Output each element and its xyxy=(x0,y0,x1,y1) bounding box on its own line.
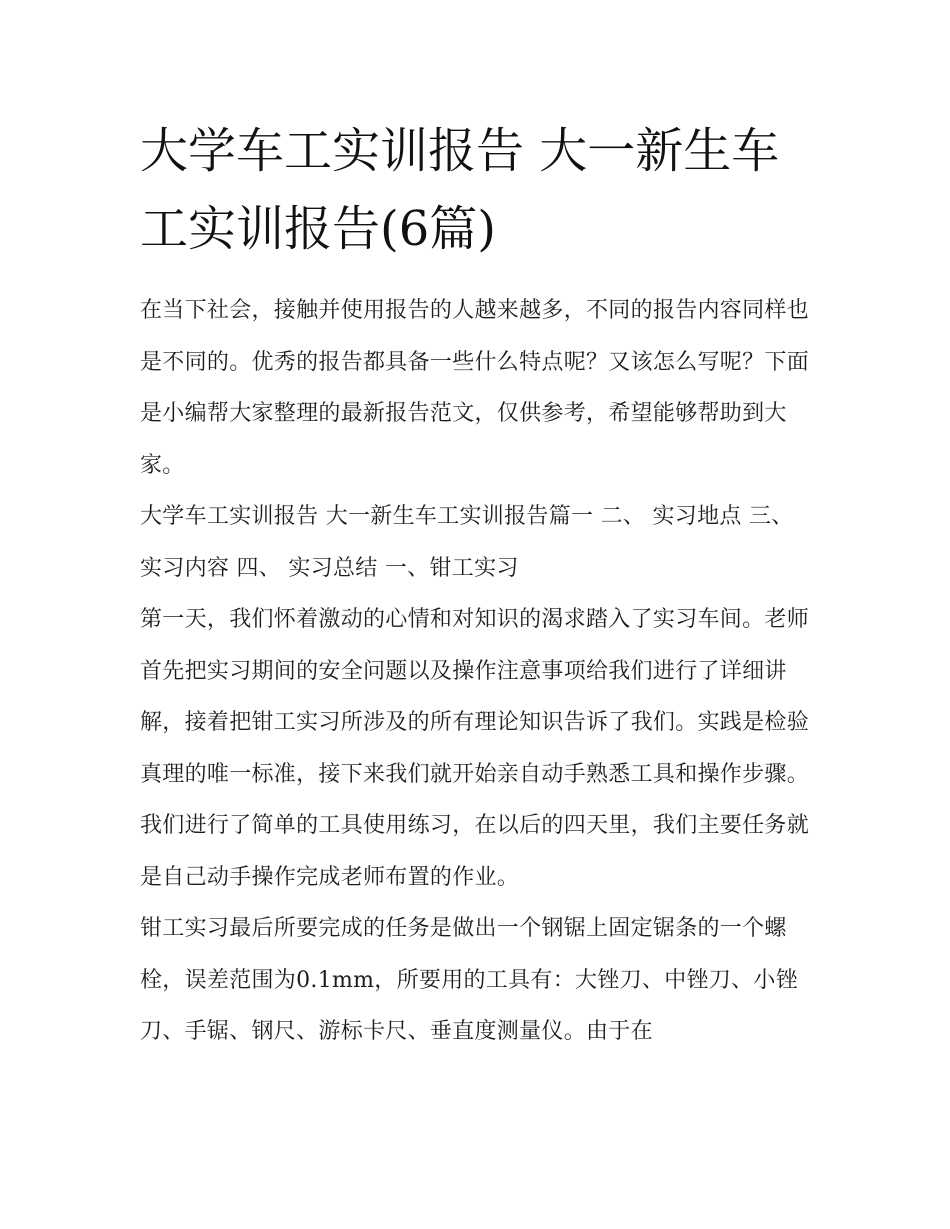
document-page xyxy=(140,112,820,1058)
paragraph-fitter-task: 钳工实习最后所要完成的任务是做出一个钢锯上固定锯条的一个螺栓，误差范围为0.1mm，所要用的工具有：大锉刀、中锉刀、小锉刀、手锯、钢尺、游标卡尺、垂直度测量仪。由于在 xyxy=(140,916,799,1044)
paragraph-intro: 在当下社会，接触并使用报告的人越来越多，不同的报告内容同样也是不同的。优秀的报告都具备一些什么特点呢？又该怎么写呢？下面是小编帮大家整理的最新报告范文，仅供参考，希望能够帮助到大家。 xyxy=(140,298,810,478)
document-title: 大学车工实训报告 大一新生车工实训报告(6篇) xyxy=(140,123,780,257)
paragraph-first-day: 第一天，我们怀着激动的心情和对知识的渴求踏入了实习车间。老师首先把实习期间的安全问题以及操作注意事项给我们进行了详细讲解，接着把钳工实习所涉及的所有理论知识告诉了我们。实践是检验真理的唯一标准，接下来我们就开始亲自动手熟悉工具和操作步骤。我们进行了简单的工具使用练习，在以后的四天里，我们主要任务就是自己动手操作完成老师布置的作业。 xyxy=(140,607,810,890)
paragraph-outline: 大学车工实训报告 大一新生车工实训报告篇一 二、 实习地点 三、 实习内容 四、 实习总结 一、钳工实习 xyxy=(140,504,794,581)
